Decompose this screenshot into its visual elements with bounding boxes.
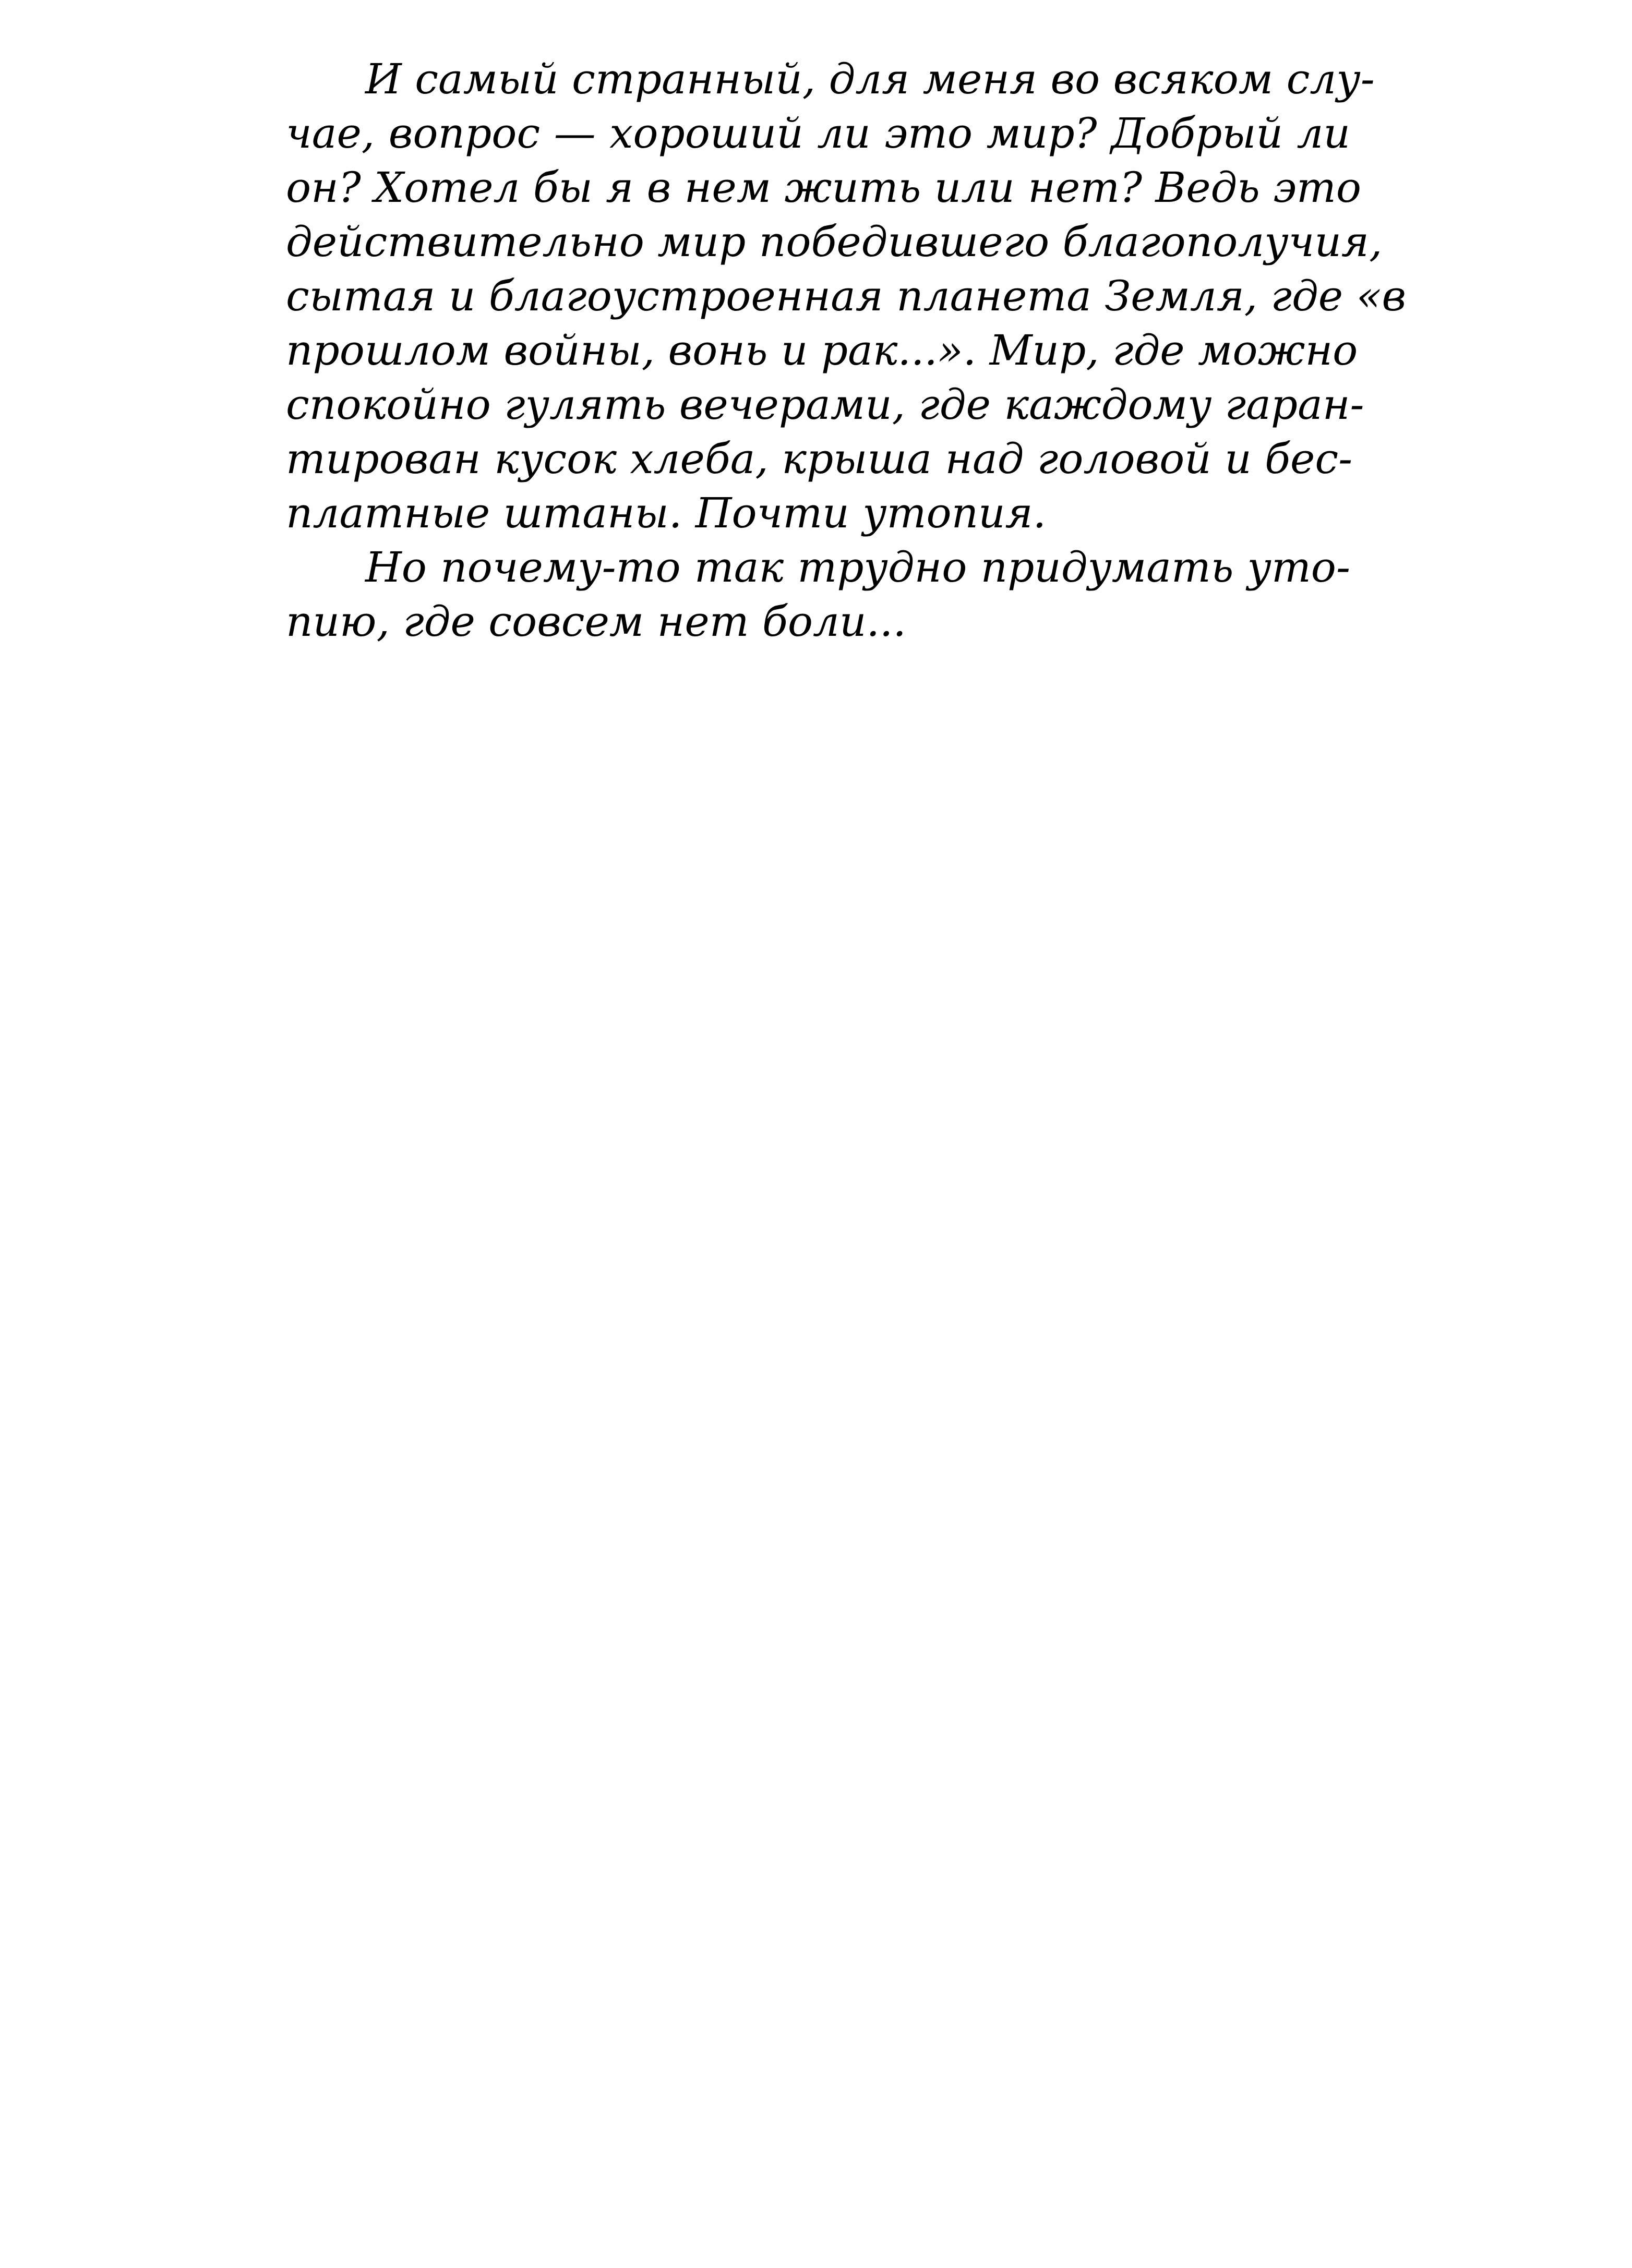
text-line: тирован кусок хлеба, крыша над головой и бес- (286, 435, 1353, 483)
text-line: И самый странный, для меня во всяком слу- (365, 55, 1375, 103)
body-text (286, 52, 1407, 649)
text-line: платные штаны. Почти утопия. (286, 489, 1047, 537)
text-line: прошлом войны, вонь и рак...». Мир, где можно (286, 326, 1358, 375)
paragraph-2 (286, 540, 1350, 649)
text-line: пию, где совсем нет боли... (286, 597, 906, 646)
text-line: он? Хотел бы я в нем жить или нет? Ведь это (286, 163, 1362, 212)
text-line: чае, вопрос — хороший ли это мир? Добрый ли (286, 109, 1350, 158)
paragraph-1 (286, 52, 1407, 540)
text-line: Но почему-то так трудно придумать уто- (365, 543, 1350, 592)
text-line: действительно мир победившего благополучия, (286, 218, 1383, 266)
text-line: спокойно гулять вечерами, где каждому гаран- (286, 380, 1364, 429)
text-line: сытая и благоустроенная планета Земля, где «в (286, 272, 1407, 320)
